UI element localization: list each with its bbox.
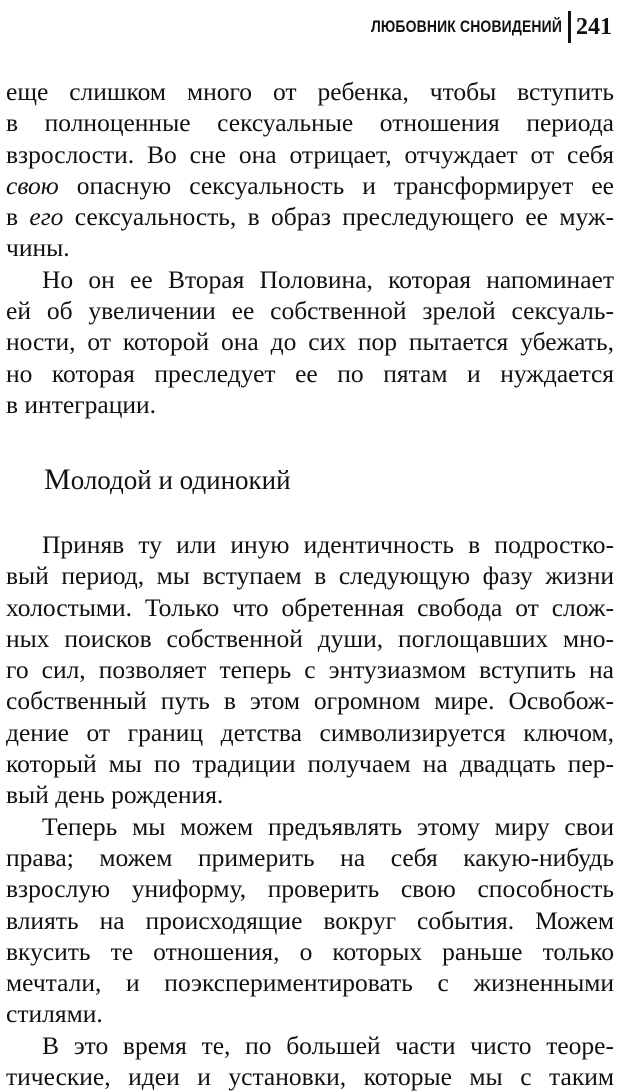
section-heading [44,463,291,497]
text-block-top [6,76,614,420]
text-line: вый период, мы вступаем в следующую фазу жизни [6,561,614,591]
text-line: взрослую униформу, проверить свою способность [6,874,614,904]
text-line: ных поисков собственной души, поглощавших мно- [6,623,614,653]
paragraph-2 [6,264,614,420]
text-block-bottom [6,529,614,1092]
running-title: ЛЮБОВНИК СНОВИДЕНИЙ [370,17,562,36]
paragraph-3 [6,529,614,811]
text-line: стилями. [6,999,103,1029]
text-line: взрослости. Во сне она отрицает, отчуждает от себя [6,139,614,169]
text-line: холостыми. Только что обретенная свобода от слож- [6,592,614,622]
text-run: сексуальность, в образ преследующего ее муж- [63,202,614,232]
text-run: в [6,202,30,232]
text-line [6,201,614,232]
text-line: вкусить те отношения, о которых раньше только [6,936,614,966]
text-line: го сил, позволяет теперь с энтузиазмом вступить на [6,655,614,685]
text-line: который мы по традиции получаем на двадцать пер- [6,749,614,779]
text-line: дение от границ детства символизируется ключом, [6,717,614,747]
header-divider [568,11,571,43]
text-line: собственный путь в этом огромном мире. Освобож- [6,686,614,716]
text-line: ей об увеличении ее собственной зрелой сексуаль- [6,296,614,326]
text-line: в полноценные сексуальные отношения периода [6,108,614,138]
text-line: тические, идеи и установки, которые мы с таким [6,1062,614,1092]
text-line: ности, от которой она до сих пор пытается убежать, [6,327,614,357]
text-line: Но он ее Вторая Половина, которая напоминает [42,264,614,294]
emphasis: свою [6,170,59,200]
text-line: Теперь мы можем предъявлять этому миру свои [42,811,614,841]
page-number: 241 [576,13,612,40]
text-line: чины. [6,233,70,263]
emphasis: его [29,202,64,232]
paragraph-5 [6,1030,614,1092]
text-line: Приняв ту или иную идентичность в подростко- [42,530,614,559]
text-line: вый день рождения. [6,780,224,810]
text-line [6,170,614,201]
text-line: права; можем примерить на себя какую-нибудь [6,842,614,872]
heading-text: олодой и одинокий [70,465,291,495]
paragraph-4 [6,811,614,1030]
running-header [329,10,612,44]
paragraph-1 [6,76,614,264]
text-line: в интеграции. [6,389,157,419]
text-run: опасную сексуальность и трансформирует ее [58,170,614,200]
text-line: влиять на происходящие вокруг события. Можем [6,905,614,935]
text-line: но которая преследует ее по пятам и нуждается [6,358,614,388]
text-line: еще слишком много от ребенка, чтобы вступить [6,77,614,106]
text-line: мечтали, и поэкспериментировать с жизненными [6,968,614,998]
text-line: В это время те, по большей части чисто теоре- [42,1030,614,1060]
heading-initial: М [44,463,71,496]
